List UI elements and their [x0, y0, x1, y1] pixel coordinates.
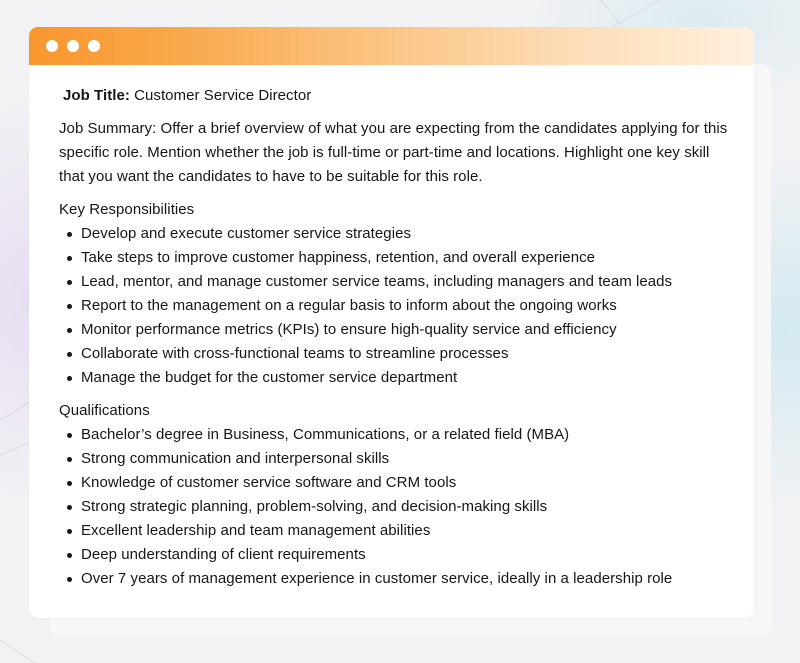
list-item: Strong strategic planning, problem-solving, and decision-making skills: [59, 495, 754, 519]
list-item: Take steps to improve customer happiness, retention, and overall experience: [59, 246, 754, 270]
job-title-value: Customer Service Director: [129, 87, 312, 104]
job-description-window: [29, 27, 754, 618]
qualifications-heading: Qualifications: [59, 402, 150, 419]
list-item: Excellent leadership and team management abilities: [59, 519, 754, 543]
responsibilities-heading: Key Responsibilities: [59, 201, 195, 218]
job-description-content: [29, 65, 754, 591]
list-item: Report to the management on a regular basis to inform about the ongoing works: [59, 294, 754, 318]
list-item: Develop and execute customer service strategies: [59, 222, 754, 246]
job-title-label: Job Title:: [63, 87, 130, 104]
window-titlebar: [29, 27, 754, 65]
responsibilities-list: [59, 222, 754, 390]
window-control-dot-icon[interactable]: [67, 40, 79, 52]
qualifications-list: [59, 423, 754, 591]
list-item: Bachelor’s degree in Business, Communications, or a related field (MBA): [59, 423, 754, 447]
list-item: Collaborate with cross-functional teams to streamline processes: [59, 342, 754, 366]
list-item: Knowledge of customer service software and CRM tools: [59, 471, 754, 495]
list-item: Deep understanding of client requirements: [59, 543, 754, 567]
window-control-dot-icon[interactable]: [88, 40, 100, 52]
list-item: Strong communication and interpersonal skills: [59, 447, 754, 471]
list-item: Over 7 years of management experience in customer service, ideally in a leadership role: [59, 567, 754, 591]
list-item: Manage the budget for the customer service department: [59, 366, 754, 390]
job-title-line: [59, 65, 754, 108]
job-summary: Job Summary: Offer a brief overview of what you are expecting from the candidates applying for this specific role. Mention whether the job is full-time or part-time and locations. Highlight one key skill that you want the candidates to have to be suitable for this role.: [59, 120, 728, 185]
list-item: Lead, mentor, and manage customer service teams, including managers and team leads: [59, 270, 754, 294]
list-item: Monitor performance metrics (KPIs) to ensure high-quality service and efficiency: [59, 318, 754, 342]
window-control-dot-icon[interactable]: [46, 40, 58, 52]
